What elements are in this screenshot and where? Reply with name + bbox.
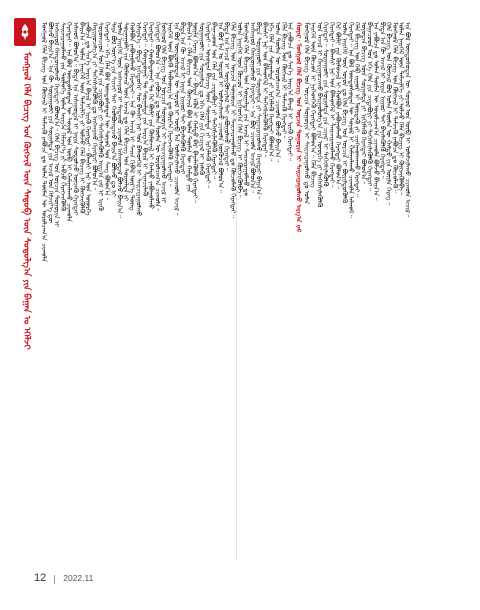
text-column: ᠡᠨᠡ ᠪᠣᠯ ᠦᠨᠳᠦᠰᠦᠲᠡᠨ ᠦ ᠰᠣᠶᠣᠯ ᠤᠨ ᠥᠪ ᠢ ᠤᠯᠠᠮᠵᠢᠯᠠᠬᠤ ᠴᠢᠬᠤᠯᠠ ᠠᠵᠢᠯ᠃ (403, 22, 412, 218)
text-column: ᠬᠣᠯᠪᠣᠨ ᠶᠠᠪᠤᠭᠤᠯᠬᠤ ᠬᠡᠷᠡᠭᠲᠡᠢ᠃ ᠡᠨᠡ ᠬᠦ ᠠᠵᠢᠯ ᠢ ᠰᠠᠢᠨ ᠬᠢᠪᠡᠯ ᠦᠷ᠎ᠡ ᠳᠦᠩ (128, 22, 137, 211)
text-column: ᠬᠡᠷᠡᠭᠲᠡᠢ᠃ ᠭᠤᠷᠪᠠᠳᠤᠭᠠᠷ ᠲᠤ ᠭᠡᠷ ᠪᠦᠯᠢ ᠶᠢᠨ ᠬᠦᠮᠦᠵᠢᠯ ᠢ ᠬᠠᠮᠲᠤ ᠶᠠᠪᠤᠭᠤᠯᠬᠤ (147, 22, 156, 209)
text-column: ᠨᠡᠢᠭᠡᠮ ᠦᠨ ᠬᠦᠴᠦᠨ ᠢ ᠨᠢᠭᠡᠳᠭᠡᠬᠦ ᠬᠡᠷᠡᠭᠲᠡᠢ ᠪᠣᠯᠤᠨ᠎ᠠ᠃ ᠬᠡᠯᠡ ᠪᠢᠴᠢᠭ (309, 22, 317, 188)
text-column: ᠪᠠᠭᠠᠴᠤᠳ ᠤᠨ ᠡᠬᠡ ᠬᠡᠯᠡ ᠶᠢᠨ ᠴᠢᠳᠠᠪᠤᠷᠢ ᠶᠢ ᠳᠡᠭᠡᠭᠰᠢᠯᠡᠭᠦᠯᠬᠦ ᠬᠡᠷᠡᠭᠲᠡᠢ᠃ (365, 22, 374, 191)
text-column: ᠨᠡᠢᠭᠡᠮ ᠦᠨ ᠪᠦᠬᠦ ᠳᠠᠪᠬᠤᠷᠭ᠎ᠠ ᠳᠤ ᠬᠦᠷᠭᠡᠨ ᠬᠡᠷᠡᠭᠵᠢᠭᠦᠯᠬᠦ ᠬᠡᠷᠡᠭᠲᠡᠢ᠃ (166, 22, 174, 187)
text-column: ᠰᠤᠷᠭᠠᠭᠤᠯᠢ ᠶᠢᠨ ᠬᠦᠮᠦᠵᠢᠯ ᠦᠨ ᠠᠵᠢᠯ ᠳᠤ ᠬᠡᠯᠡ ᠪᠢᠴᠢᠭ ᠤᠨ ᠰᠤᠷᠭᠠᠯᠲᠠ ᠶᠢ (121, 22, 130, 202)
text-column: ᠭᠡᠷ ᠪᠦᠯᠢ ᠶᠢᠨ ᠬᠦᠮᠦᠵᠢᠯ ᠢ ᠬᠣᠯᠪᠣᠨ ᠶᠠᠪᠤᠭᠤᠯᠬᠤ ᠬᠡᠷᠡᠭᠲᠡᠢ ᠪᠣᠯᠤᠨ᠎ᠠ᠃ (334, 22, 343, 190)
page-number: 12 (34, 572, 47, 584)
text-column: ᠡᠨᠡ ᠪᠣᠯ ᠮᠠᠨ ᠤ ᠤᠳᠤᠮ ᠢ ᠤᠯᠠᠮᠵᠢᠯᠠᠬᠤ ᠴᠢᠬᠤᠯᠠ ᠨᠥᠬᠦᠴᠡᠯ ᠪᠣᠯᠤᠨ᠎ᠠ᠃ (216, 22, 225, 193)
text-column: ᠬᠡᠷᠡᠭᠲᠡᠢ᠃ ᠡᠨᠡ ᠪᠣᠯ ᠦᠨᠳᠦᠰᠦᠲᠡᠨ ᠦ ᠰᠣᠶᠣᠯ ᠢ ᠬᠠᠮᠠᠭᠠᠯᠠᠬᠤ ᠴᠢᠬᠤᠯᠠ ᠠᠯᠬᠤᠮ᠃ (346, 22, 355, 218)
text-column: ᠬᠡᠷᠡᠭᠲᠡᠢ᠃ ᠪᠠᠭᠰᠢ ᠨᠠᠷ ᠤᠨ ᠪᠡᠯᠡᠳᠬᠡᠯ ᠢ ᠰᠠᠢᠵᠢᠷᠠᠭᠤᠯᠬᠤ ᠬᠡᠷᠡᠭᠲᠡᠢ᠃ (327, 22, 336, 188)
text-column: ᠬᠡᠷᠡᠭᠲᠡᠢ᠃ ᠡᠨᠡ ᠪᠣᠯ ᠦᠨᠳᠦᠰᠦᠲᠡᠨ ᠦ ᠰᠣᠶᠣᠯ ᠤᠨ ᠥᠪ ᠢ ᠬᠠᠮᠠᠭᠠᠯᠠᠬᠤ ᠴᠢᠬᠤᠯᠠ (65, 22, 74, 222)
text-column: ᠣᠶᠤᠲᠠᠨ ᠪᠢᠴᠢᠭ ᠦᠨ ᠰᠤᠷᠭᠠᠯᠲᠠ ᠶᠢ ᠡᠷᠬᠢᠮᠯᠡᠬᠦ ᠬᠡᠷᠡᠭᠲᠡᠢ ᠪᠣᠯᠤᠨ᠎ᠠ᠃ (359, 22, 368, 185)
text-column: ᠣᠯᠠᠨ ᠨᠡᠢᠭᠡᠮ ᠦᠨ ᠣᠷᠣᠨ ᠳᠤ ᠬᠡᠯᠡ ᠪᠢᠴᠢᠭ ᠤᠨ ᠣᠷᠴᠢᠨ ᠢ ᠪᠦᠷᠢᠯᠳᠦᠭᠦᠯᠬᠦ (340, 22, 349, 204)
text-column: ᠳᠡᠷᠡ ᠪᠣᠯ ᠦᠶ᠎ᠡ ᠶᠢᠨ ᠰᠢᠨᠵᠢ ᠲᠡᠢ ᠬᠣᠯᠪᠣᠭᠳᠠᠵᠤ ᠪᠠᠢᠨ᠎ᠠ ᠪᠣᠯᠬᠤ ᠳᠤ ᠨᠢ (109, 22, 118, 197)
text-column: ᠬᠡᠯᠡ ᠪᠢᠴᠢᠭ ᠤᠨ ᠣᠷᠴᠢᠨ ᠲᠣᠭᠣᠷᠢᠨ ᠢ ᠰᠠᠢᠵᠢᠷᠠᠭᠤᠯᠬᠤ ᠳᠤ ᠬᠦᠴᠦᠯᠡᠬᠦ ᠬᠡᠷᠡᠭᠲᠡᠢ᠃ (229, 22, 237, 218)
text-column: ᠦᠶᠯᠡ ᠬᠡᠷᠡᠭ ᠪᠣᠯᠤᠨ᠎ᠠ᠃ ᠪᠢᠳᠡ ᠡᠭᠦᠨ ᠢ ᠬᠠᠮᠲᠤ ᠪᠡᠷ ᠪᠡᠶᠡᠯᠡᠭᠦᠯᠬᠦ ᠬᠡᠷᠡᠭᠲᠡᠢ᠃ (191, 22, 200, 203)
text-column: ᠢᠯᠡᠷᠡᠨ᠎ᠡ᠃ ᠪᠢᠳᠡ ᠨᠢᠭᠡᠳᠦᠭᠡᠷ ᠲᠦ ᠪᠠᠭᠰᠢ ᠨᠠᠷ ᠤᠨ ᠪᠡᠯᠡᠳᠬᠡᠯ ᠢ ᠰᠠᠢᠵᠢᠷᠠᠭᠤᠯᠬᠤ (134, 22, 143, 217)
issue-date: 2022.11 (63, 573, 94, 583)
text-column: ᠣᠯᠠᠨ ᠲᠦᠮᠡᠨ ᠦ ᠣᠷᠣᠯᠴᠠᠭ᠎ᠠ ᠴᠢᠬᠤᠯᠠ ᠪᠣᠯᠵᠤ ᠪᠠᠢᠨ᠎ᠠ᠃ (273, 22, 282, 163)
text-column: ᠬᠡᠷᠡᠭᠲᠡᠢ᠃ ᠰᠤᠷᠭᠠᠭᠤᠯᠢ ᠶᠢᠨ ᠰᠤᠷᠭᠠᠯᠲᠠ ᠶᠢᠨ ᠴᠢᠨᠠᠷ ᠢ ᠳᠡᠭᠡᠭᠰᠢᠯᠡᠭᠦᠯᠬᠦ (321, 22, 330, 187)
text-column: ᠬᠡᠷᠡᠭᠲᠡᠢ᠃ ᠬᠣᠶᠠᠳᠤᠭᠠᠷ ᠲᠤ ᠰᠤᠷᠭᠠᠯᠲᠠ ᠶᠢᠨ ᠠᠷᠭ᠎ᠠ ᠪᠠᠷᠢᠯ ᠢ ᠰᠢᠨᠡᠴᠢᠯᠡᠬᠦ (140, 22, 149, 197)
text-column: ᠡᠨᠡ ᠪᠣᠯ ᠦᠨᠳᠦᠰᠦᠲᠡᠨ ᠦ ᠰᠣᠶᠣᠯ ᠢ ᠥᠪ ᠯᠡᠨ ᠤᠯᠠᠮᠵᠢᠯᠠᠬᠤ ᠴᠢᠬᠤᠯᠠ ᠠᠵᠢᠯ᠃ (172, 22, 181, 216)
text-column: ᠪᠢᠳᠡ ᠰᠤᠷᠭᠠᠭᠤᠯᠢ ᠶᠢᠨ ᠰᠤᠷᠭᠠᠯᠲᠠ ᠶᠢ ᠰᠠᠢᠵᠢᠷᠠᠭᠤᠯᠬᠤ ᠬᠡᠷᠡᠭᠲᠡᠢ ᠪᠠᠢᠨ᠎ᠠ᠃ (254, 22, 263, 200)
text-column: ᠣᠯᠠᠨ ᠨᠡᠢᠭᠡᠮ ᠦᠨ ᠬᠦᠴᠦᠨ ᠢ ᠨᠢᠭᠡᠳᠭᠡᠨ ᠬᠡᠯᠡ ᠪᠢᠴᠢᠭ ᠢ ᠬᠥᠭᠵᠢᠭᠦᠯᠪᠡ᠃ (235, 22, 244, 198)
text-column: ᠪᠢᠳᠡ ᠡᠨᠡ ᠠᠵᠢᠯ ᠢ ᠦᠷᠭᠦᠯᠵᠢᠯᠡᠯ ᠲᠠᠢ ᠶᠠᠪᠤᠭᠤᠯᠬᠤ ᠬᠡᠷᠡᠭᠲᠡᠢ᠃ (222, 22, 231, 171)
text-column: ᠬᠡᠷᠡᠭᠲᠡᠢ᠃ ᠣᠶᠤᠲᠠᠨ ᠪᠢᠴᠢᠭ ᠦᠨ ᠰᠤᠷᠭᠠᠯᠲᠠ ᠶᠢ ᠡᠷᠬᠢᠮᠯᠡᠬᠦ ᠬᠡᠷᠡᠭᠲᠡᠢ᠃ (203, 22, 212, 189)
text-column: ᠣᠯᠠᠨ ᠨᠡᠢᠭᠡᠮ ᠦᠨ ᠠᠩᠬᠠᠷᠤᠯ ᠢ ᠲᠠᠲᠠᠬᠤ ᠴᠢᠬᠤᠯᠠ ᠠᠰᠠᠭᠤᠳᠠᠯ ᠪᠣᠯᠵᠤ ᠪᠠᠢᠨ᠎ᠠ᠃ (115, 22, 124, 218)
text-column: ᠪᠠᠭᠠᠴᠤᠳ ᠤᠨ ᠬᠡᠯᠡ ᠶᠢᠨ ᠴᠢᠳᠠᠪᠤᠷᠢ ᠶᠢ ᠳᠡᠭᠡᠭᠰᠢᠯᠡᠭᠦᠯᠬᠦ ᠬᠡᠷᠡᠭᠲᠡᠢ᠃ (210, 22, 219, 180)
text-column: ᠮᠣᠩᠭᠣᠯ ᠬᠡᠯᠡ ᠪᠢᠴᠢᠭ ᠤᠨ ᠣᠷᠴᠢᠨ ᠲᠣᠭᠣᠷᠢᠨ ᠢ ᠰᠠᠢᠵᠢᠷᠠᠭᠤᠯᠬᠤ ᠳᠤ ᠣᠯᠠᠨ (302, 22, 311, 205)
section-heading: ᠬᠣᠶᠠᠷ᠂ ᠮᠣᠩᠭᠣᠯ ᠬᠡᠯᠡ ᠪᠢᠴᠢᠭ ᠤᠨ ᠣᠷᠴᠢᠨ ᠲᠣᠭᠣᠷᠢᠨ ᠢ ᠰᠠᠢᠵᠢᠷᠠᠭᠤᠯᠬᠤ ᠠᠷᠭ᠎ᠠ ᠵᠠᠮ (294, 22, 303, 233)
text-column: ᠬᠠᠷᠢᠭᠤᠴᠠᠯᠭ᠎ᠠ ᠶᠢ ᠳᠡᠭᠡᠭᠰᠢᠯᠡᠭᠦᠯᠬᠦ ᠳᠤ ᠠᠩᠬᠠᠷᠬᠤ ᠬᠡᠷᠡᠭᠲᠡᠢ ᠪᠣᠯᠤᠨ᠎ᠠ᠃ (90, 22, 99, 191)
text-column: ᠠᠩᠬᠠᠷᠤᠯ ᠬᠠᠨᠳᠤᠭᠤᠯᠬᠤ ᠬᠡᠷᠡᠭᠲᠡᠢ᠃ ᠡᠨᠡ ᠪᠣᠯ ᠴᠢᠬᠤᠯᠠ ᠠᠵᠢᠯ ᠪᠣᠯᠤᠨ᠎ᠠ᠃ (248, 22, 257, 194)
running-header (14, 18, 36, 566)
text-column: ᠡᠬᠡ ᠬᠡᠯᠡ ᠶᠢᠨ ᠰᠤᠷᠭᠠᠯᠲᠠ ᠶᠢ ᠡᠷᠬᠢᠮᠯᠡᠬᠦ ᠬᠡᠷᠡᠭᠲᠡᠢ ᠪᠣᠯᠤᠨ᠎ᠠ᠃ (267, 22, 276, 162)
text-column: ᠬᠡᠯᠡ ᠪᠢᠴᠢᠭ ᠤᠨ ᠬᠥᠭᠵᠢᠯ ᠪᠣᠯ ᠣᠯᠠᠨ ᠲᠦᠮᠡᠨ ᠦ ᠬᠠᠮᠲᠤ ᠶᠢᠨ ᠦᠶᠯᠡ ᠬᠡᠷᠡᠭ᠃ (384, 22, 393, 205)
text-column: ᠪᠣᠯᠵᠤ ᠪᠠᠢᠨ᠎ᠠ᠃ ᠡᠨᠡ ᠬᠦ ᠰᠤᠷᠭᠠᠭᠤᠯᠢ ᠶᠢᠨ ᠰᠤᠷᠭᠠᠯᠲᠠ ᠶᠢᠨ ᠠᠵᠢᠯ ᠤᠨ ᠬᠡᠮᠵᠢᠶ᠎ᠡ ᠳᠦ (46, 22, 55, 224)
text-column: ᠬᠡᠷᠡᠭᠲᠡᠢ᠃ ᠡᠬᠡ ᠬᠡᠯᠡ ᠪᠣᠯ ᠦᠨᠳᠦᠰᠦᠲᠡᠨ ᠦ ᠰᠣᠶᠣᠯ ᠤᠨ ᠰᠠᠩ ᠪᠣᠯᠤᠨ᠎ᠠ᠃ (103, 22, 111, 201)
footer-divider (54, 575, 55, 584)
text-column: ᠮᠣᠩᠭᠣᠯ ᠬᠡᠯᠡ ᠪᠢᠴᠢᠭ ᠤᠨ ᠰᠤᠷᠭᠠᠯᠲᠠ ᠶᠢᠨ ᠠᠵᠢᠯ ᠢ ᠰᠠᠢᠵᠢᠷᠠᠭᠤᠯᠬᠤ ᠳᠤ (242, 22, 250, 196)
text-column: ᠪᠢᠳᠡ ᠡᠨᠡ ᠬᠦ ᠠᠵᠢᠯ ᠢ ᠨᠠᠷᠢᠨ ᠨᠢᠭᠤᠷ ᠲᠠᠢ ᠪᠡᠶᠡᠯᠡᠭᠦᠯᠬᠦ ᠬᠡᠷᠡᠭᠲᠡᠢ᠃ (378, 22, 387, 179)
text-column: ᠡᠨᠡ ᠶᠠᠪᠤᠴᠠ ᠳᠤ ᠣᠯᠠᠨ ᠲᠦᠮᠡᠨ ᠦ ᠣᠷᠣᠯᠴᠠᠭ᠎ᠠ ᠴᠢᠬᠤᠯᠠ ᠪᠣᠯᠵᠤ ᠪᠠᠢᠨ᠎ᠠ᠃ (372, 22, 380, 201)
text-column: ᠮᠣᠩᠭᠣᠯ ᠬᠡᠯᠡ ᠪᠢᠴᠢᠭ ᠤᠨ ᠬᠥᠭᠵᠢᠯ ᠢ ᠳᠡᠮᠵᠢᠬᠦ ᠶᠠᠪᠤᠴᠠ ᠳᠤ ᠬᠦᠴᠦᠯᠡᠬᠦ᠃ (390, 22, 399, 193)
text-column: ᠣᠯᠠᠨ ᠨᠡᠢᠭᠡᠮ ᠦᠨ ᠳᠡᠮᠵᠢᠯᠭᠡ ᠶᠢ ᠣᠯᠵᠤ ᠬᠡᠯᠡ ᠪᠢᠴᠢᠭ ᠢ ᠬᠥᠭᠵᠢᠭᠦᠯᠪᠡ᠃ (397, 22, 406, 196)
text-column: ᠬᠡᠷᠡᠭᠲᠡᠢ ᠪᠣᠯᠤᠨ᠎ᠠ᠃ ᠡᠨᠡ ᠶᠠᠪᠤᠴᠠ ᠳᠤ ᠣᠯᠠᠨ ᠲᠦᠮᠡᠨ ᠦ ᠣᠷᠣᠯᠴᠠᠭ᠎ᠠ ᠴᠢᠬᠤᠯᠠ᠃ (153, 22, 162, 212)
series-title: ᠮᠣᠩᠭᠣᠯ ᠬᠡᠯᠡ ᠪᠢᠴᠢᠭ ᠤᠨ ᠬᠥᠭᠵᠢᠯ ᠦᠨ ᠰᠡᠳᠦᠪ ᠦᠨ ᠰᠤᠳᠤᠯᠭ᠎ᠠ ᠶᠢᠨ ᠪᠠᠭᠠᠨ ᠤ ᠡᠭᠡᠯᠵᠢ (21, 52, 31, 350)
text-column: ᠤᠨ ᠠᠵᠢᠯ ᠢ ᠬᠠᠷᠢᠭᠤᠴᠠᠬᠤ ᠪᠠᠢᠭᠤᠯᠤᠯᠭ᠎ᠠ ᠶᠢᠨ ᠦᠦᠷᠭᠡ ᠶᠢ ᠳᠡᠭᠡᠭᠰᠢᠯᠡᠭᠦᠯᠬᠦ (315, 22, 324, 208)
text-column: ᠬᠡᠯᠡ ᠪᠢᠴᠢᠭ ᠤᠨ ᠬᠡᠪ ᠵᠢᠭᠤᠷ ᠢ ᠮᠥᠷᠳᠡᠬᠦ ᠶᠢ ᠴᠢᠩᠭᠠᠳᠬᠠᠬᠤ ᠬᠡᠷᠡᠭᠲᠡᠢ᠃ (353, 22, 362, 197)
text-column: ᠪᠢᠳᠡ ᠡᠨᠡ ᠬᠦ ᠠᠵᠢᠯ ᠢ ᠨᠠᠷᠢᠨ ᠨᠢᠭᠤᠷ ᠲᠠᠢ ᠪᠡᠶᠡᠯᠡᠭᠦᠯᠬᠦ ᠬᠡᠷᠡᠭᠲᠡᠢ (178, 22, 187, 175)
text-column: ᠠᠯᠬᠤᠮ ᠪᠣᠯᠤᠨ᠎ᠠ᠃ ᠪᠢᠳᠡ ᠡᠨᠡ ᠠᠰᠠᠭᠤᠳᠠᠯ ᠢ ᠨᠠᠷᠢᠨ ᠰᠤᠳᠤᠯᠵᠤ ᠦᠵᠡᠬᠦ ᠬᠡᠷᠡᠭᠲᠡᠢ (71, 22, 80, 216)
emblem-icon (18, 23, 32, 41)
text-column: ᠪᠠᠢᠨ᠎ᠠ᠃ ᠣᠯᠠᠨ ᠨᠡᠢᠭᠡᠮ ᠦᠨ ᠳᠡᠮᠵᠢᠯᠭᠡ ᠶᠢ ᠣᠯᠵᠤ ᠬᠡᠯᠡ ᠪᠢᠴᠢᠭ ᠢ ᠬᠥᠭᠵᠢᠭᠦᠯᠬᠦ (77, 22, 86, 214)
column-divider (236, 20, 237, 560)
text-column: ᠪᠠᠢᠨ᠎ᠠ᠃ ᠬᠡᠯᠡ ᠪᠢᠴᠢᠭ ᠤᠨ ᠬᠥᠭᠵᠢᠯ ᠪᠣᠯ ᠣᠯᠠᠨ ᠲᠦᠮᠡᠨ ᠦ ᠬᠠᠮᠲᠤ ᠶᠢᠨ (184, 22, 193, 193)
text-column: ᠰᠠᠢᠵᠢᠷᠠᠭᠤᠯᠬᠤ ᠶᠢᠨ ᠲᠥᠯᠥᠭᠡ ᠣᠯᠠᠨ ᠠᠷᠭ᠎ᠠ ᠬᠡᠮᠵᠢᠶ᠎ᠡ ᠶᠢ ᠠᠪᠴᠤ ᠬᠡᠷᠡᠭᠵᠢᠭᠦᠯᠬᠦ (58, 22, 67, 212)
section-badge (14, 18, 36, 46)
text-column: ᠡᠨᠡ ᠶᠠᠪᠤᠴᠠ ᠳᠤ ᠰᠢᠨ᠎ᠡ ᠠᠷᠭ᠎ᠠ ᠪᠠᠷᠢᠯ ᠢ ᠡᠷᠢᠬᠦ ᠬᠡᠷᠡᠭᠲᠡᠢ᠃ (286, 22, 295, 161)
text-column: ᠰᠤᠷᠤᠭᠴᠢᠳ ᠤᠨ ᠬᠡᠯᠡ ᠶᠢᠨ ᠴᠢᠳᠠᠪᠤᠷᠢ ᠶᠢ ᠳᠡᠭᠡᠭᠰᠢᠯᠡᠭᠦᠯᠬᠦ ᠠᠷᠭ᠎ᠠ ᠵᠠᠮ ᠢ ᠡᠷᠢᠬᠦ (96, 22, 105, 212)
text-column: ᠬᠡᠯᠡ ᠪᠢᠴᠢᠭ ᠤᠨ ᠬᠥᠭᠵᠢᠯ ᠢ ᠳᠡᠮᠵᠢᠬᠦ ᠬᠡᠷᠡᠭᠲᠡᠢ᠃ (279, 22, 288, 139)
text-column: ᠪᠠᠭᠰᠢ ᠨᠠᠷ ᠤᠨ ᠪᠡᠯᠡᠳᠬᠡᠯ ᠢ ᠳᠡᠭᠡᠭᠰᠢᠯᠡᠭᠦᠯᠬᠦ ᠬᠡᠷᠡᠭᠲᠡᠢ᠃ (260, 22, 269, 158)
text-column: ᠠᠩᠬᠠᠷᠤᠯ ᠬᠠᠨᠳᠤᠭᠤᠯᠬᠤ ᠬᠡᠷᠡᠭᠲᠡᠢ ᠪᠣᠯᠤᠨ᠎ᠠ᠃ ᠬᠡᠯᠡ ᠪᠢᠴᠢᠭ ᠤᠨ ᠣᠷᠴᠢᠨ ᠲᠣᠭᠣᠷᠢᠨ ᠢ (52, 22, 61, 228)
text-column: ᠶᠠᠪᠤᠴᠠ ᠳᠤ ᠰᠢᠨ᠎ᠡ ᠠᠷᠭ᠎ᠠ ᠪᠠᠷᠢᠯ ᠢ ᠡᠷᠢᠬᠦ ᠬᠡᠷᠡᠭᠲᠡᠢ᠃ ᠪᠠᠭᠰᠢ ᠨᠠᠷ ᠤᠨ ᠦᠦᠷᠭᠡ (84, 22, 93, 216)
page-footer (34, 572, 93, 586)
text-column: ᠮᠣᠩᠭᠣᠯ ᠬᠡᠯᠡ ᠪᠢᠴᠢᠭ ᠤᠨ ᠣᠷᠴᠢᠨ ᠲᠣᠭᠣᠷᠢᠨ ᠢ ᠰᠠᠢᠵᠢᠷᠠᠭᠤᠯᠬᠤ ᠠᠵᠢᠯ ᠢ (159, 22, 168, 204)
text-column: ᠮᠣᠩᠭᠣᠯ ᠬᠡᠯᠡ ᠪᠢᠴᠢᠭ ᠤᠨ ᠬᠥᠭᠵᠢᠯ ᠢ ᠳᠡᠮᠵᠢᠬᠦ ᠶᠠᠪᠤᠴᠠ ᠳᠤ ᠣᠯᠠᠨ ᠲᠦᠮᠡᠨ ᠦ ᠣᠷᠣᠯᠴᠠᠭ᠎ᠠ ᠴᠢᠬᠤᠯᠠ (40, 22, 48, 262)
text-column: ᠰᠤᠷᠭᠠᠭᠤᠯᠢ ᠶᠢᠨ ᠰᠤᠷᠭᠠᠯᠲᠠ ᠳᠤ ᠡᠬᠡ ᠬᠡᠯᠡ ᠶᠢᠨ ᠬᠢᠴᠢᠶᠡᠯ ᠢ ᠨᠡᠮᠡᠬᠦ (197, 22, 206, 176)
